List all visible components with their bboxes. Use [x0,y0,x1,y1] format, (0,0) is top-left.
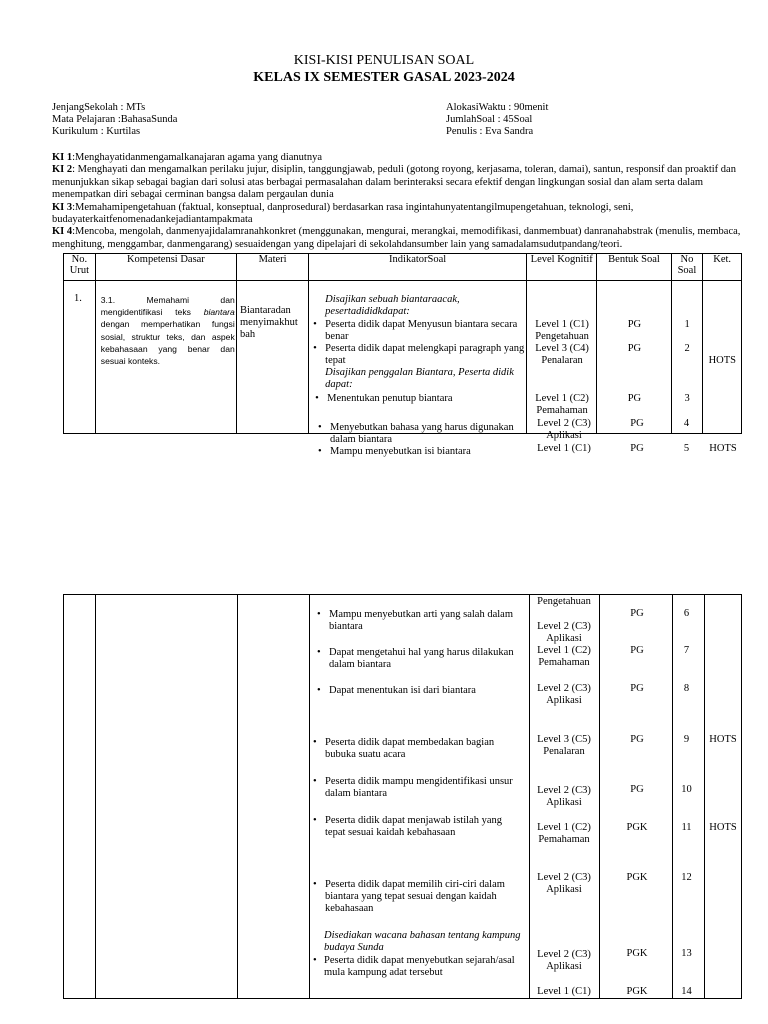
cell-nosoal: 1 2 3 [671,281,703,434]
ki-2: KI 2: Menghayati dan mengamalkan perilaku jujur, disiplin, tanggungjawab, peduli (gotong royong, kerjasama, toleran, damai), santun, responsif dan proaktif dan menunjukkan sikap sebagai bagian dari solusi atas berbagai permasalahan dalam berinteraksi secara efektif dengan lingkungan sosial dan alam serta dalam menempatkan diri sebagai cerminan bangsa dalam pergaulan dunia [52,164,736,201]
meta-mapel: Mata Pelajaran :BahasaSunda [52,114,178,125]
cell-indikator: Disajikan sebuah biantaraacak, pesertadididkdapat: • Peserta didik dapat Menyusun biantara secara benar • Peserta didik dapat melengkapi paragraph yang tepat Disajikan penggalan Biantara, Peserta didik dapat: • Menentukan penutup biantara [309,281,527,434]
table-header-row [64,254,742,281]
indikator-13: Peserta didik dapat menyebutkan sejarah/asal mula kampung adat tersebut [324,955,515,978]
header-nosoal: No Soal [671,254,703,281]
cell-kd [95,281,236,434]
meta-jenjang: JenjangSekolah : MTs [52,102,146,113]
cell-materi: Biantaradan menyimakhut bah [237,281,309,434]
indikator-5: Mampu menyebutkan isi biantara [330,446,471,457]
indikator-3: Menentukan penutup biantara [327,393,453,404]
stimulus-3: Disediakan wacana bahasan tentang kampung budaya Sunda [324,930,521,953]
indikator-9: Peserta didik dapat membedakan bagian bubuka suatu acara [325,737,495,760]
header-materi: Materi [237,254,309,281]
kisi-table-1 [63,253,742,434]
header-level: Level Kognitif [527,254,597,281]
header-no: No. Urut [64,254,96,281]
document-title: KISI-KISI PENULISAN SOAL [293,53,475,68]
cell-level: Level 1 (C1) Pengetahuan Level 3 (C4) Penalaran Level 1 (C2) Pemahaman [527,281,597,434]
meta-alokasi: AlokasiWaktu : 90menit [446,102,549,113]
kd-text: 3.1. Memahami dan mengidentifikasi teks biantara dengan memperhatikan fungsi sosial, struktur teks, dan aspek kebahasaan yang benar dan sesuai konteks. [100,295,235,367]
ki-4: KI 4:Mencoba, mengolah, danmenyajidalamranahkonkret (menggunakan, mengurai, merangkai, memodifikasi, danmembuat) danranahabstrak (menulis, membaca, menghitung, menggambar, danmengarang) sesuaidengan yang dipelajari di sekolahdansumber lain yang samadalamsudutpandang/teori. [52,226,741,250]
header-ket: Ket. [703,254,742,281]
ki-section [52,152,742,251]
header-kd: Kompetensi Dasar [95,254,236,281]
meta-penulis: Penulis : Eva Sandra [446,126,534,137]
stimulus-2: Disajikan penggalan Biantara, Peserta didik dapat: [325,367,514,390]
indikator-10: Peserta didik mampu mengidentifikasi unsur dalam biantara [325,776,513,799]
indikator-11: Peserta didik dapat menjawab istilah yang tepat sesuai kaidah kebahasaan [325,815,502,838]
header-bentuk: Bentuk Soal [597,254,671,281]
indikator-7: Dapat mengetahui hal yang harus dilakukan dalam biantara [329,647,514,670]
indikator-6: Mampu menyebutkan arti yang salah dalam biantara [329,609,513,632]
carry-level: Pengetahuan [537,596,591,607]
stimulus-1: Disajikan sebuah biantaraacak, pesertadididkdapat: [325,294,460,317]
table-row [64,281,742,434]
cell-ket: HOTS [703,281,742,434]
ki-1: KI 1:Menghayatidanmengamalkanajaran agama yang dianutnya [52,152,322,163]
indikator-1: Peserta didik dapat Menyusun biantara secara benar [325,319,518,342]
cell-no: 1. [64,281,96,434]
cell-bentuk: PG PG PG [597,281,671,434]
indikator-4: Menyebutkan bahasa yang harus digunakan dalam biantara [330,422,514,445]
meta-right [446,102,548,138]
indikator-12: Peserta didik dapat memilih ciri-ciri dalam biantara yang tepat sesuai dengan kaidah kebahasaan [325,879,505,914]
meta-jumlah: JumlahSoal : 45Soal [446,114,533,125]
header-indikator: IndikatorSoal [309,254,527,281]
ki-3: KI 3:Memahamipengetahuan (faktual, konseptual, danprosedural) berdasarkan rasa ingintahunyatentangilmupengetahuan, teknologi, seni, budayaterkaitfenomenadankejadiantampakmata [52,201,634,226]
indikator-8: Dapat menentukan isi dari biantara [329,685,476,696]
document-subtitle: KELAS IX SEMESTER GASAL 2023-2024 [253,70,515,85]
meta-left [52,102,177,138]
meta-kurikulum: Kurikulum : Kurtilas [52,126,141,137]
indikator-2: Peserta didik dapat melengkapi paragraph yang tepat [325,343,525,366]
